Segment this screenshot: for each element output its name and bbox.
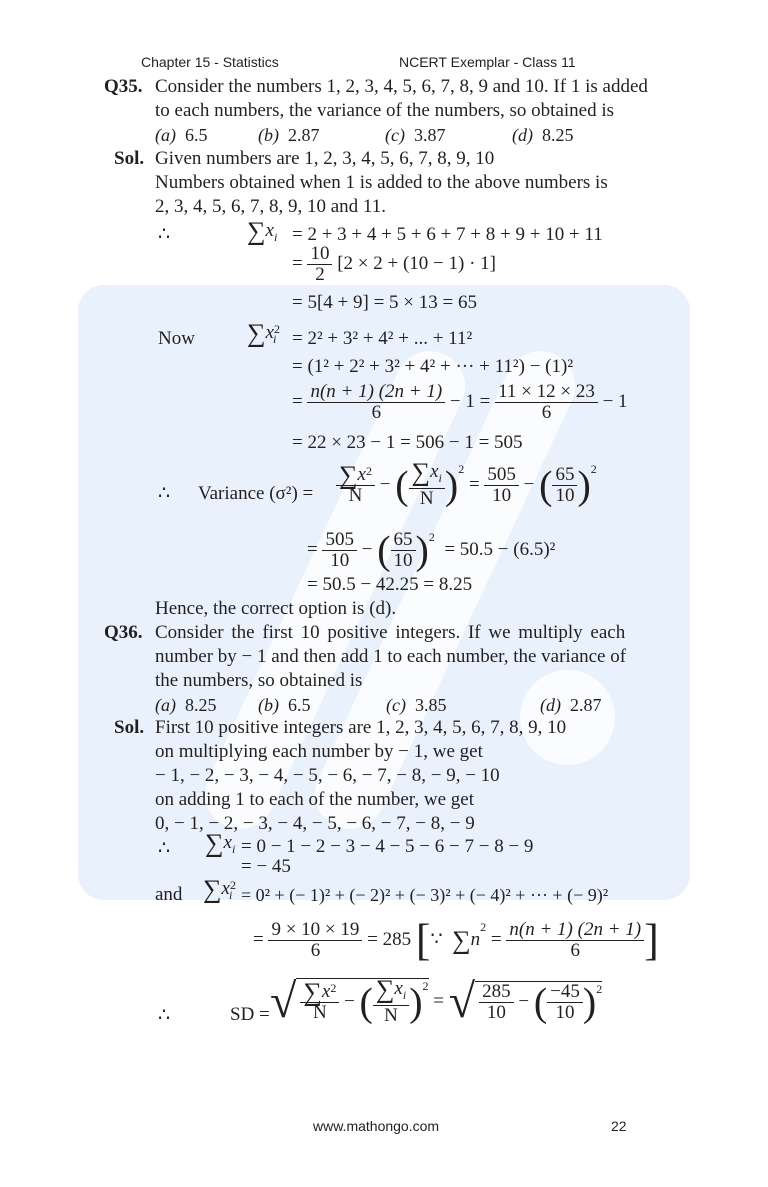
now-label: Now <box>158 328 195 349</box>
option-b: (b) 6.5 <box>258 695 311 715</box>
chapter-title: Chapter 15 - Statistics <box>141 54 279 70</box>
option-a: (a) 6.5 <box>155 125 208 145</box>
equation-line: = 22 × 23 − 1 = 506 − 1 = 505 <box>292 432 523 453</box>
solution-text: 0, − 1, − 2, − 3, − 4, − 5, − 6, − 7, − 8, − 9 <box>155 813 475 834</box>
option-b: (b) 2.87 <box>258 125 320 145</box>
sumsq-result: = $\frac{9 \times 10 \times 19}{6}$ = 285 [∵ $\sum n^2$ = $\frac{n(n + 1) (2n + 1)}{6}$ ] <box>253 915 659 965</box>
book-title: NCERT Exemplar - Class 11 <box>399 54 576 70</box>
therefore-symbol: ∴ <box>158 224 171 245</box>
question-text: Consider the numbers 1, 2, 3, 4, 5, 6, 7, 8, 9 and 10. If 1 is added <box>155 76 648 97</box>
sum-x2-symbol: $\sum x^2_i$ <box>247 318 280 348</box>
question-number: Q35. <box>104 76 143 97</box>
page-number: 22 <box>611 1118 627 1134</box>
equation-line: = (1² + 2² + 3² + 4² + ··· + 11²) − (1)² <box>292 356 574 377</box>
solution-text: First 10 positive integers are 1, 2, 3, 4, 5, 6, 7, 8, 9, 10 <box>155 717 567 738</box>
therefore-symbol: ∴ <box>158 1005 171 1026</box>
equation-line: = 2² + 3² + 4² + ... + 11² <box>292 328 473 349</box>
sd-formula: √ $\frac{\sum x^2}{N}$ − ( $\frac{\sum x_i}{N}$ )$^2$ = √ $\frac{285}{10}$ − ( $\frac{-45}{10}$ )$^2$ <box>270 974 603 1028</box>
therefore-symbol: ∴ <box>158 838 171 859</box>
variance-formula: $\frac{\sum x^2}{N}$ − ( $\frac{\sum x_i}{N}$ )$^2$ = $\frac{505}{10}$ − ( $\frac{65}{10}$ )$^2$ <box>336 462 597 509</box>
question-number: Q36. <box>104 622 143 643</box>
equation-line: = 2 + 3 + 4 + 5 + 6 + 7 + 8 + 9 + 10 + 11 <box>292 224 603 245</box>
equation-line: = − 45 <box>241 856 291 877</box>
variance-line3: = 50.5 − 42.25 = 8.25 <box>307 574 473 595</box>
option-a: (a) 8.25 <box>155 695 217 715</box>
equation-line: = 5[4 + 9] = 5 × 13 = 65 <box>292 292 477 313</box>
option-d: (d) 2.87 <box>540 695 602 715</box>
equation-line: = $\frac{n(n + 1) (2n + 1)}{6}$ − 1 = $\frac{11 \times 12 \times 23}{6}$ − 1 <box>292 381 628 423</box>
conclusion-text: Hence, the correct option is (d). <box>155 598 397 619</box>
option-c: (c) 3.85 <box>386 695 447 715</box>
question-text: the numbers, so obtained is <box>155 670 363 691</box>
solution-label: Sol. <box>114 148 145 169</box>
sd-label: SD = <box>230 1004 270 1025</box>
solution-text: 2, 3, 4, 5, 6, 7, 8, 9, 10 and 11. <box>155 196 386 217</box>
question-text: Consider the first 10 positive integers. If we multiply each <box>155 622 626 643</box>
solution-text: on multiplying each number by − 1, we get <box>155 741 483 762</box>
equation-line: = $\frac{10}{2}$ [2 × 2 + (10 − 1) · 1] <box>292 243 497 285</box>
solution-text: on adding 1 to each of the number, we get <box>155 789 474 810</box>
website-footer: www.mathongo.com <box>313 1118 440 1134</box>
solution-text: − 1, − 2, − 3, − 4, − 5, − 6, − 7, − 8, − 9, − 10 <box>155 765 500 786</box>
option-c: (c) 3.87 <box>385 125 446 145</box>
equation-line: = 0² + (− 1)² + (− 2)² + (− 3)² + (− 4)² + ··· + (− 9)² <box>241 885 609 905</box>
option-d: (d) 8.25 <box>512 125 574 145</box>
sum-x-symbol: $\sum x_i$ <box>205 828 236 858</box>
equation-line: = 0 − 1 − 2 − 3 − 4 − 5 − 6 − 7 − 8 − 9 <box>241 836 534 857</box>
question-text: number by − 1 and then add 1 to each number, the variance of <box>155 646 627 667</box>
and-label: and <box>155 884 183 905</box>
therefore-symbol: ∴ <box>158 483 171 504</box>
variance-label: Variance (σ²) = <box>198 483 314 504</box>
question-text: to each numbers, the variance of the numbers, so obtained is <box>155 100 615 121</box>
variance-line2: = $\frac{505}{10}$ − ( $\frac{65}{10}$ )$^2$ = 50.5 − (6.5)² <box>307 527 556 573</box>
sum-x2-symbol: $\sum x^2_i$ <box>203 874 236 904</box>
solution-text: Given numbers are 1, 2, 3, 4, 5, 6, 7, 8, 9, 10 <box>155 148 495 169</box>
solution-label: Sol. <box>114 717 145 738</box>
solution-text: Numbers obtained when 1 is added to the above numbers is <box>155 172 608 193</box>
sum-x-symbol: $\sum x_i$ <box>247 216 278 246</box>
